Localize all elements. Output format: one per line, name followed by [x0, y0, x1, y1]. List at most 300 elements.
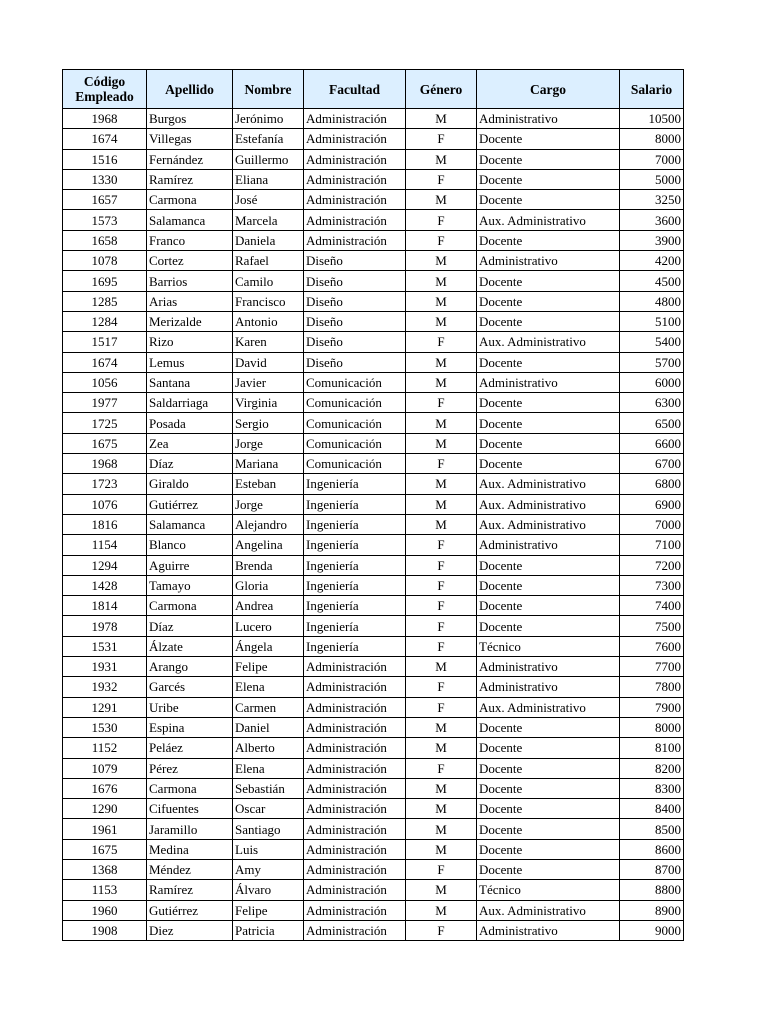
cell-salary: 6000	[620, 372, 684, 392]
cell-salary: 6700	[620, 454, 684, 474]
cell-faculty: Diseño	[304, 251, 406, 271]
cell-salary: 5100	[620, 311, 684, 331]
cell-gender: M	[406, 291, 477, 311]
table-row	[63, 900, 684, 920]
cell-name: Mariana	[233, 454, 304, 474]
cell-role: Docente	[477, 596, 620, 616]
cell-faculty: Administración	[304, 880, 406, 900]
cell-salary: 5400	[620, 332, 684, 352]
cell-code: 1676	[63, 778, 147, 798]
cell-surname: Díaz	[147, 616, 233, 636]
cell-gender: M	[406, 738, 477, 758]
cell-surname: Arias	[147, 291, 233, 311]
cell-faculty: Administración	[304, 758, 406, 778]
table-row	[63, 555, 684, 575]
cell-gender: F	[406, 535, 477, 555]
cell-role: Aux. Administrativo	[477, 474, 620, 494]
header-faculty: Facultad	[304, 70, 406, 109]
cell-surname: Saldarriaga	[147, 393, 233, 413]
cell-faculty: Administración	[304, 900, 406, 920]
cell-role: Docente	[477, 413, 620, 433]
cell-name: Santiago	[233, 819, 304, 839]
cell-gender: F	[406, 230, 477, 250]
cell-faculty: Comunicación	[304, 433, 406, 453]
cell-code: 1152	[63, 738, 147, 758]
cell-code: 1530	[63, 717, 147, 737]
cell-code: 1961	[63, 819, 147, 839]
cell-name: Angelina	[233, 535, 304, 555]
cell-faculty: Administración	[304, 210, 406, 230]
cell-name: Rafael	[233, 251, 304, 271]
cell-surname: Merizalde	[147, 311, 233, 331]
cell-faculty: Administración	[304, 190, 406, 210]
cell-faculty: Comunicación	[304, 393, 406, 413]
cell-name: Alejandro	[233, 514, 304, 534]
cell-gender: F	[406, 575, 477, 595]
cell-salary: 3900	[620, 230, 684, 250]
cell-faculty: Ingeniería	[304, 494, 406, 514]
cell-faculty: Administración	[304, 859, 406, 879]
cell-faculty: Administración	[304, 169, 406, 189]
cell-role: Docente	[477, 271, 620, 291]
cell-faculty: Comunicación	[304, 372, 406, 392]
cell-faculty: Administración	[304, 839, 406, 859]
cell-surname: Rizo	[147, 332, 233, 352]
cell-role: Docente	[477, 575, 620, 595]
cell-surname: Blanco	[147, 535, 233, 555]
cell-code: 1368	[63, 859, 147, 879]
cell-role: Aux. Administrativo	[477, 494, 620, 514]
cell-surname: Carmona	[147, 190, 233, 210]
cell-salary: 6800	[620, 474, 684, 494]
table-row	[63, 717, 684, 737]
cell-code: 1284	[63, 311, 147, 331]
cell-faculty: Comunicación	[304, 413, 406, 433]
cell-name: Eliana	[233, 169, 304, 189]
cell-role: Administrativo	[477, 535, 620, 555]
header-surname: Apellido	[147, 70, 233, 109]
cell-surname: Díaz	[147, 454, 233, 474]
cell-faculty: Ingeniería	[304, 474, 406, 494]
cell-code: 1658	[63, 230, 147, 250]
cell-code: 1056	[63, 372, 147, 392]
cell-role: Administrativo	[477, 109, 620, 129]
cell-gender: F	[406, 697, 477, 717]
cell-gender: M	[406, 717, 477, 737]
cell-salary: 7300	[620, 575, 684, 595]
table-row	[63, 129, 684, 149]
cell-code: 1516	[63, 149, 147, 169]
cell-surname: Aguirre	[147, 555, 233, 575]
cell-gender: M	[406, 311, 477, 331]
cell-gender: M	[406, 433, 477, 453]
cell-salary: 7900	[620, 697, 684, 717]
cell-gender: F	[406, 210, 477, 230]
table-row	[63, 109, 684, 129]
cell-salary: 6600	[620, 433, 684, 453]
header-name: Nombre	[233, 70, 304, 109]
cell-salary: 8500	[620, 819, 684, 839]
cell-role: Docente	[477, 758, 620, 778]
cell-gender: M	[406, 880, 477, 900]
cell-faculty: Diseño	[304, 311, 406, 331]
cell-gender: F	[406, 636, 477, 656]
cell-code: 1675	[63, 839, 147, 859]
cell-code: 1908	[63, 920, 147, 940]
cell-name: Felipe	[233, 900, 304, 920]
cell-faculty: Ingeniería	[304, 555, 406, 575]
cell-gender: F	[406, 616, 477, 636]
cell-salary: 7100	[620, 535, 684, 555]
table-row	[63, 454, 684, 474]
table-row	[63, 657, 684, 677]
cell-role: Docente	[477, 555, 620, 575]
cell-name: Elena	[233, 758, 304, 778]
cell-salary: 8000	[620, 717, 684, 737]
cell-code: 1291	[63, 697, 147, 717]
cell-faculty: Diseño	[304, 291, 406, 311]
table-row	[63, 839, 684, 859]
cell-gender: F	[406, 129, 477, 149]
cell-surname: Salamanca	[147, 210, 233, 230]
cell-salary: 4800	[620, 291, 684, 311]
cell-code: 1078	[63, 251, 147, 271]
cell-gender: F	[406, 920, 477, 940]
cell-code: 1294	[63, 555, 147, 575]
header-gender: Género	[406, 70, 477, 109]
table-row	[63, 311, 684, 331]
cell-role: Docente	[477, 616, 620, 636]
cell-surname: Gutiérrez	[147, 494, 233, 514]
cell-salary: 9000	[620, 920, 684, 940]
cell-role: Administrativo	[477, 251, 620, 271]
cell-faculty: Administración	[304, 657, 406, 677]
cell-salary: 8000	[620, 129, 684, 149]
cell-name: Carmen	[233, 697, 304, 717]
cell-name: Elena	[233, 677, 304, 697]
cell-surname: Giraldo	[147, 474, 233, 494]
table-row	[63, 920, 684, 940]
cell-code: 1931	[63, 657, 147, 677]
cell-salary: 3600	[620, 210, 684, 230]
cell-salary: 7500	[620, 616, 684, 636]
cell-role: Administrativo	[477, 657, 620, 677]
cell-surname: Barrios	[147, 271, 233, 291]
cell-salary: 5700	[620, 352, 684, 372]
cell-gender: F	[406, 596, 477, 616]
table-row	[63, 819, 684, 839]
table-row	[63, 413, 684, 433]
cell-gender: M	[406, 514, 477, 534]
cell-name: David	[233, 352, 304, 372]
cell-gender: M	[406, 271, 477, 291]
cell-name: Estefanía	[233, 129, 304, 149]
cell-gender: M	[406, 778, 477, 798]
cell-gender: M	[406, 190, 477, 210]
cell-surname: Arango	[147, 657, 233, 677]
table-body	[63, 109, 684, 941]
cell-role: Docente	[477, 230, 620, 250]
cell-faculty: Administración	[304, 677, 406, 697]
cell-gender: M	[406, 352, 477, 372]
cell-faculty: Administración	[304, 920, 406, 940]
cell-name: Felipe	[233, 657, 304, 677]
cell-name: Sebastián	[233, 778, 304, 798]
cell-name: Jerónimo	[233, 109, 304, 129]
cell-name: Brenda	[233, 555, 304, 575]
cell-code: 1285	[63, 291, 147, 311]
cell-salary: 8900	[620, 900, 684, 920]
cell-salary: 8400	[620, 799, 684, 819]
table-row	[63, 677, 684, 697]
cell-role: Docente	[477, 129, 620, 149]
cell-role: Técnico	[477, 880, 620, 900]
table-row	[63, 169, 684, 189]
cell-gender: M	[406, 413, 477, 433]
cell-name: Francisco	[233, 291, 304, 311]
cell-salary: 4500	[620, 271, 684, 291]
cell-faculty: Administración	[304, 149, 406, 169]
cell-code: 1674	[63, 352, 147, 372]
cell-gender: F	[406, 758, 477, 778]
cell-name: Karen	[233, 332, 304, 352]
cell-name: Álvaro	[233, 880, 304, 900]
cell-surname: Tamayo	[147, 575, 233, 595]
cell-surname: Cortez	[147, 251, 233, 271]
cell-salary: 10500	[620, 109, 684, 129]
cell-gender: M	[406, 149, 477, 169]
cell-name: Amy	[233, 859, 304, 879]
table-row	[63, 332, 684, 352]
cell-role: Administrativo	[477, 920, 620, 940]
table-row	[63, 596, 684, 616]
cell-code: 1816	[63, 514, 147, 534]
cell-gender: M	[406, 657, 477, 677]
cell-surname: Cifuentes	[147, 799, 233, 819]
cell-surname: Carmona	[147, 596, 233, 616]
table-row	[63, 474, 684, 494]
cell-faculty: Diseño	[304, 332, 406, 352]
cell-role: Docente	[477, 839, 620, 859]
cell-gender: F	[406, 169, 477, 189]
cell-salary: 6500	[620, 413, 684, 433]
table-row	[63, 575, 684, 595]
cell-role: Docente	[477, 799, 620, 819]
cell-faculty: Ingeniería	[304, 636, 406, 656]
cell-role: Docente	[477, 190, 620, 210]
cell-salary: 8800	[620, 880, 684, 900]
cell-gender: F	[406, 454, 477, 474]
cell-salary: 7600	[620, 636, 684, 656]
cell-role: Docente	[477, 859, 620, 879]
cell-code: 1153	[63, 880, 147, 900]
cell-gender: F	[406, 555, 477, 575]
cell-gender: F	[406, 332, 477, 352]
cell-role: Docente	[477, 819, 620, 839]
cell-role: Docente	[477, 738, 620, 758]
cell-code: 1814	[63, 596, 147, 616]
cell-code: 1079	[63, 758, 147, 778]
table-row	[63, 230, 684, 250]
cell-surname: Fernández	[147, 149, 233, 169]
cell-faculty: Ingeniería	[304, 575, 406, 595]
cell-name: Javier	[233, 372, 304, 392]
cell-code: 1960	[63, 900, 147, 920]
table-row	[63, 210, 684, 230]
table-row	[63, 778, 684, 798]
cell-faculty: Administración	[304, 230, 406, 250]
cell-code: 1531	[63, 636, 147, 656]
cell-salary: 8300	[620, 778, 684, 798]
cell-surname: Medina	[147, 839, 233, 859]
cell-role: Técnico	[477, 636, 620, 656]
cell-role: Docente	[477, 433, 620, 453]
cell-name: Patricia	[233, 920, 304, 940]
cell-salary: 7400	[620, 596, 684, 616]
cell-surname: Espina	[147, 717, 233, 737]
table-row	[63, 514, 684, 534]
cell-code: 1977	[63, 393, 147, 413]
cell-surname: Salamanca	[147, 514, 233, 534]
table-row	[63, 251, 684, 271]
cell-faculty: Administración	[304, 819, 406, 839]
cell-salary: 7000	[620, 514, 684, 534]
cell-salary: 8700	[620, 859, 684, 879]
cell-surname: Uribe	[147, 697, 233, 717]
header-row	[63, 70, 684, 109]
cell-role: Docente	[477, 393, 620, 413]
cell-surname: Carmona	[147, 778, 233, 798]
cell-code: 1657	[63, 190, 147, 210]
cell-surname: Franco	[147, 230, 233, 250]
cell-faculty: Ingeniería	[304, 596, 406, 616]
table-row	[63, 271, 684, 291]
cell-gender: M	[406, 819, 477, 839]
cell-role: Docente	[477, 169, 620, 189]
cell-gender: M	[406, 372, 477, 392]
cell-faculty: Administración	[304, 697, 406, 717]
header-role: Cargo	[477, 70, 620, 109]
cell-faculty: Administración	[304, 799, 406, 819]
cell-name: Marcela	[233, 210, 304, 230]
cell-name: Guillermo	[233, 149, 304, 169]
table-row	[63, 697, 684, 717]
cell-role: Administrativo	[477, 677, 620, 697]
cell-code: 1978	[63, 616, 147, 636]
cell-faculty: Comunicación	[304, 454, 406, 474]
cell-name: Oscar	[233, 799, 304, 819]
cell-surname: Jaramillo	[147, 819, 233, 839]
cell-code: 1330	[63, 169, 147, 189]
cell-code: 1428	[63, 575, 147, 595]
cell-code: 1076	[63, 494, 147, 514]
cell-surname: Lemus	[147, 352, 233, 372]
cell-gender: F	[406, 677, 477, 697]
cell-surname: Villegas	[147, 129, 233, 149]
cell-surname: Ramírez	[147, 880, 233, 900]
table-row	[63, 149, 684, 169]
cell-faculty: Administración	[304, 129, 406, 149]
cell-surname: Santana	[147, 372, 233, 392]
cell-code: 1695	[63, 271, 147, 291]
cell-gender: M	[406, 109, 477, 129]
cell-salary: 8100	[620, 738, 684, 758]
cell-faculty: Administración	[304, 109, 406, 129]
cell-surname: Álzate	[147, 636, 233, 656]
table-row	[63, 494, 684, 514]
cell-gender: F	[406, 859, 477, 879]
cell-salary: 6300	[620, 393, 684, 413]
cell-faculty: Ingeniería	[304, 535, 406, 555]
cell-role: Docente	[477, 149, 620, 169]
cell-gender: M	[406, 900, 477, 920]
cell-name: Lucero	[233, 616, 304, 636]
table-header	[63, 70, 684, 109]
cell-surname: Méndez	[147, 859, 233, 879]
cell-salary: 3250	[620, 190, 684, 210]
cell-name: Virginia	[233, 393, 304, 413]
cell-surname: Garcés	[147, 677, 233, 697]
cell-name: Alberto	[233, 738, 304, 758]
cell-gender: M	[406, 494, 477, 514]
cell-surname: Ramírez	[147, 169, 233, 189]
cell-role: Aux. Administrativo	[477, 332, 620, 352]
table-row	[63, 799, 684, 819]
cell-code: 1517	[63, 332, 147, 352]
cell-name: Sergio	[233, 413, 304, 433]
table-row	[63, 372, 684, 392]
cell-code: 1725	[63, 413, 147, 433]
table-row	[63, 352, 684, 372]
cell-faculty: Administración	[304, 717, 406, 737]
cell-role: Docente	[477, 352, 620, 372]
cell-name: José	[233, 190, 304, 210]
cell-salary: 7200	[620, 555, 684, 575]
cell-salary: 7000	[620, 149, 684, 169]
cell-role: Docente	[477, 454, 620, 474]
cell-salary: 5000	[620, 169, 684, 189]
cell-role: Docente	[477, 291, 620, 311]
cell-name: Daniel	[233, 717, 304, 737]
table-row	[63, 190, 684, 210]
cell-name: Jorge	[233, 433, 304, 453]
cell-role: Aux. Administrativo	[477, 210, 620, 230]
cell-surname: Zea	[147, 433, 233, 453]
cell-faculty: Ingeniería	[304, 616, 406, 636]
table-row	[63, 616, 684, 636]
header-code: Código Empleado	[63, 70, 147, 109]
cell-faculty: Diseño	[304, 271, 406, 291]
table-row	[63, 758, 684, 778]
employee-table	[62, 69, 684, 941]
table-row	[63, 433, 684, 453]
cell-surname: Posada	[147, 413, 233, 433]
cell-faculty: Diseño	[304, 352, 406, 372]
header-salary: Salario	[620, 70, 684, 109]
cell-name: Jorge	[233, 494, 304, 514]
table-row	[63, 291, 684, 311]
cell-gender: M	[406, 799, 477, 819]
cell-gender: M	[406, 839, 477, 859]
cell-role: Docente	[477, 717, 620, 737]
cell-role: Docente	[477, 778, 620, 798]
table-row	[63, 738, 684, 758]
cell-surname: Gutiérrez	[147, 900, 233, 920]
cell-salary: 8600	[620, 839, 684, 859]
cell-faculty: Administración	[304, 738, 406, 758]
cell-faculty: Ingeniería	[304, 514, 406, 534]
cell-code: 1932	[63, 677, 147, 697]
